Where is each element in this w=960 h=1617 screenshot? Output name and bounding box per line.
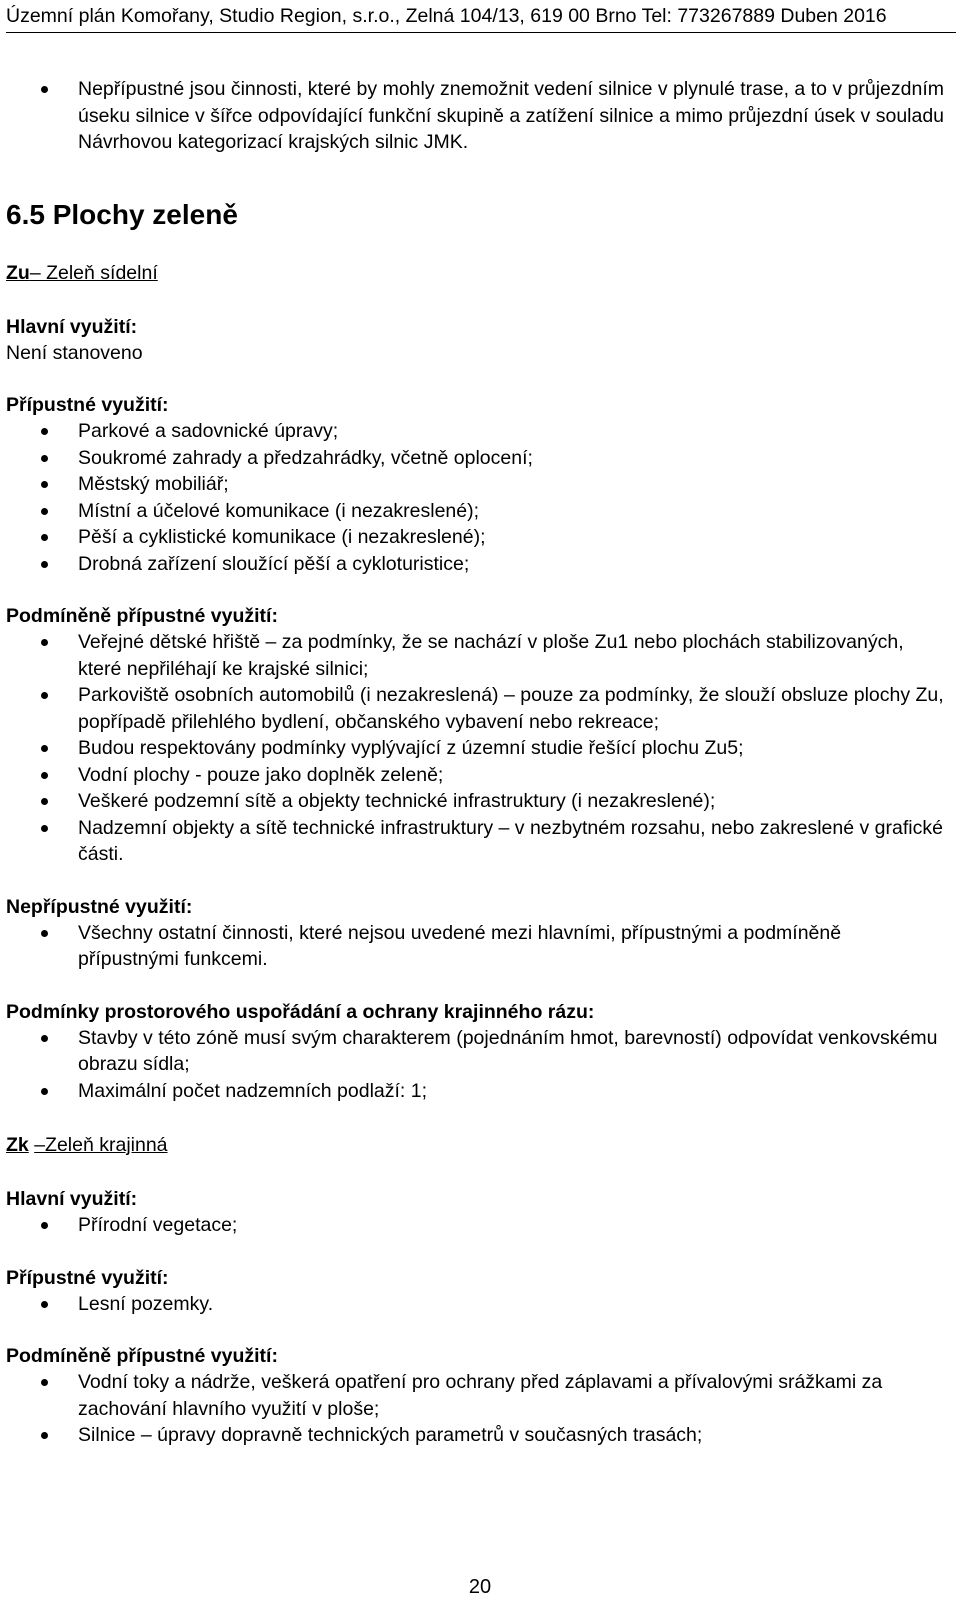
page-header: Územní plán Komořany, Studio Region, s.r.o., Zelná 104/13, 619 00 Brno Tel: 773267889 Duben 2016 — [6, 3, 956, 33]
heading-podminene: Podmíněně přípustné využití: — [6, 605, 278, 627]
list-item — [6, 418, 946, 445]
bullet-icon — [41, 1432, 48, 1439]
list-item-text: Veškeré podzemní sítě a objekty technické infrastruktury (i nezakreslené); — [78, 790, 716, 812]
list-item-text: Maximální počet nadzemních podlaží: 1; — [78, 1079, 428, 1102]
list-item-text: Lesní pozemky. — [78, 1292, 214, 1315]
bullet-icon — [41, 745, 48, 752]
heading-hlavni: Hlavní využití: — [6, 1188, 138, 1210]
bullet-icon — [41, 428, 48, 435]
bullet-icon — [41, 508, 48, 515]
bullet-icon — [41, 639, 48, 646]
bullet-icon — [41, 534, 48, 541]
bullet-icon — [41, 825, 48, 832]
list-item — [6, 788, 946, 815]
bullet-icon — [41, 692, 48, 699]
list-item-text: Parkové a sadovnické úpravy; — [78, 420, 339, 442]
list-item — [6, 445, 946, 472]
zone-code: Zu — [6, 261, 30, 284]
nepripustne-list — [6, 920, 946, 973]
list-item — [6, 1369, 946, 1422]
list-item — [6, 735, 946, 762]
hlavni-list — [6, 1212, 946, 1239]
bullet-icon — [41, 1088, 48, 1095]
heading-podminene: Podmíněně přípustné využití: — [6, 1345, 278, 1367]
podminene-list — [6, 629, 946, 868]
list-item-text: Soukromé zahrady a předzahrádky, včetně oplocení; — [78, 446, 533, 469]
bullet-icon — [41, 1379, 48, 1386]
bullet-icon — [41, 481, 48, 488]
zone-name: –Zeleň krajinná — [34, 1134, 168, 1156]
list-item — [6, 1212, 946, 1239]
list-item-text: Nepřípustné jsou činnosti, které by mohly znemožnit vedení silnice v plynulé trase, a to v průjezdním úseku silnice v šířce odpovídající funkční skupině a zatížení silnice a mimo průjezdní úsek v souladu Návrhovou kategorizací krajských silnic JMK. — [78, 78, 945, 153]
list-item — [6, 524, 946, 551]
list-item — [6, 551, 946, 578]
list-item — [6, 498, 946, 525]
list-item-text: Vodní plochy - pouze jako doplněk zeleně; — [78, 763, 444, 786]
pripustne-list — [6, 1291, 946, 1318]
podminene-list — [6, 1369, 946, 1449]
list-item-text: Veřejné dětské hřiště – za podmínky, že se nachází v ploše Zu1 nebo plochách stabilizovaných, které nepřiléhají ke krajské silnici; — [78, 631, 904, 680]
hlavni-text: Není stanoveno — [6, 341, 143, 364]
bullet-icon — [41, 86, 48, 93]
bullet-icon — [41, 1035, 48, 1042]
list-item-text: Všechny ostatní činnosti, které nejsou uvedené mezi hlavními, přípustnými a podmíněně přípustnými funkcemi. — [78, 921, 842, 970]
list-item-text: Drobná zařízení sloužící pěší a cykloturistice; — [78, 552, 470, 575]
zone-code: Zk — [6, 1134, 29, 1156]
bullet-icon — [41, 798, 48, 805]
prostorove-list — [6, 1025, 946, 1105]
list-item — [6, 471, 946, 498]
bullet-icon — [41, 1222, 48, 1229]
list-item — [6, 1422, 946, 1449]
zone-title-zu — [6, 260, 946, 286]
list-item — [6, 682, 946, 735]
list-item — [6, 1025, 946, 1078]
list-item-text: Budou respektovány podmínky vyplývající z územní studie řešící plochu Zu5; — [78, 737, 744, 759]
heading-nepripustne: Nepřípustné využití: — [6, 895, 193, 918]
list-item-text: Přírodní vegetace; — [78, 1214, 238, 1236]
document-body — [6, 66, 946, 1449]
heading-hlavni: Hlavní využití: — [6, 315, 138, 338]
list-item — [6, 1291, 946, 1318]
list-item — [6, 762, 946, 789]
heading-pripustne: Přípustné využití: — [6, 394, 169, 416]
list-item-text: Místní a účelové komunikace (i nezakreslené); — [78, 499, 480, 522]
heading-pripustne: Přípustné využití: — [6, 1266, 169, 1289]
bullet-icon — [41, 930, 48, 937]
list-item-text: Nadzemní objekty a sítě technické infrastruktury – v nezbytném rozsahu, nebo zakreslené v grafické části. — [78, 816, 943, 865]
zone-name: – Zeleň sídelní — [29, 261, 158, 284]
heading-prostorove: Podmínky prostorového uspořádání a ochrany krajinného rázu: — [6, 1000, 595, 1023]
list-item-text: Stavby v této zóně musí svým charakterem (pojednáním hmot, barevností) odpovídat venkovskému obrazu sídla; — [78, 1026, 938, 1075]
bullet-icon — [41, 561, 48, 568]
list-item — [6, 629, 946, 682]
bullet-icon — [41, 1301, 48, 1308]
list-item — [6, 920, 946, 973]
list-item — [6, 815, 946, 868]
list-item-text: Silnice – úpravy dopravně technických parametrů v současných trasách; — [78, 1424, 703, 1446]
zone-title-zk — [6, 1132, 946, 1158]
list-item — [6, 76, 946, 156]
list-item-text: Městský mobiliář; — [78, 473, 229, 495]
bullet-icon — [41, 455, 48, 462]
list-item-text: Pěší a cyklistické komunikace (i nezakreslené); — [78, 526, 486, 548]
list-item-text: Vodní toky a nádrže, veškerá opatření pro ochrany před záplavami a přívalovými srážkami za zachování hlavního využití v ploše; — [78, 1371, 883, 1420]
list-item — [6, 1078, 946, 1105]
page-number: 20 — [468, 1576, 492, 1598]
bullet-icon — [41, 772, 48, 779]
intro-list — [6, 76, 946, 156]
section-title: 6.5 Plochy zeleně — [6, 198, 238, 230]
pripustne-list — [6, 418, 946, 577]
list-item-text: Parkoviště osobních automobilů (i nezakreslená) – pouze za podmínky, že slouží obsluze plochy Zu, popřípadě přilehlého bydlení, občanského vybavení nebo rekreace; — [78, 684, 944, 733]
